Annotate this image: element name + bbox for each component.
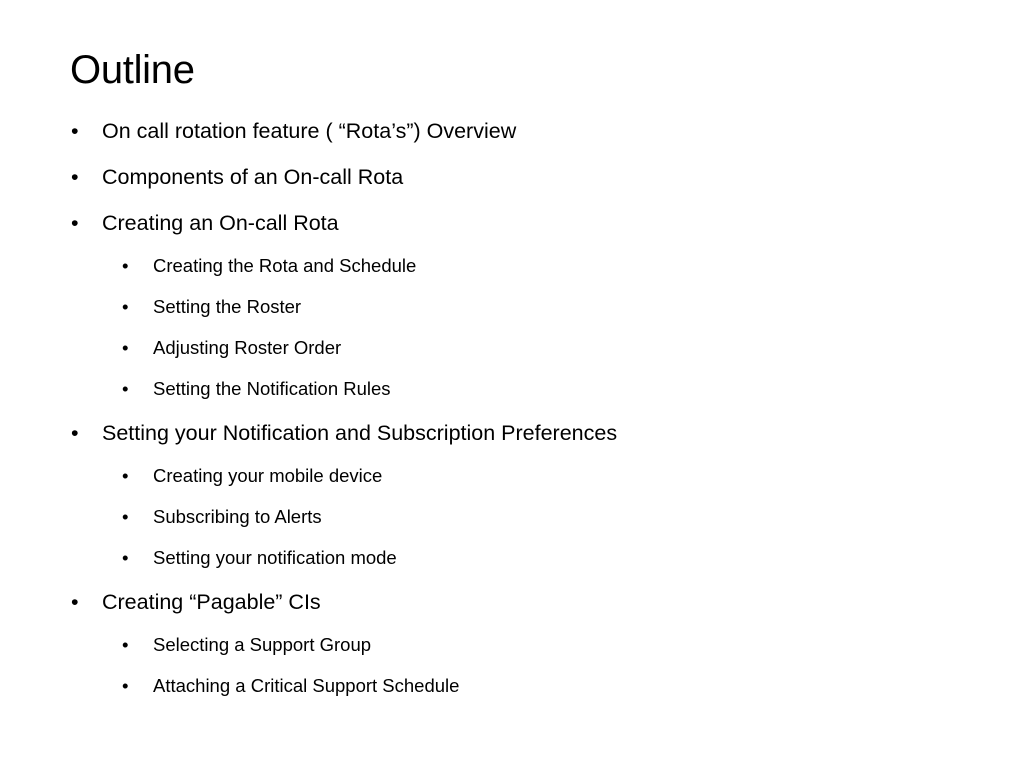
outline-item-rota-overview [71,117,517,145]
outline-item-label: Creating an On-call Rota [102,211,339,235]
bullet-icon: • [71,165,79,189]
outline-subitem-rota-schedule [122,254,417,278]
outline-item-label: Adjusting Roster Order [153,337,342,358]
bullet-icon: • [122,506,129,527]
outline-item-label: Setting the Roster [153,296,302,317]
bullet-icon: • [71,590,79,614]
outline-item-label: On call rotation feature ( “Rota’s”) Overview [102,119,517,143]
bullet-icon: • [122,337,129,358]
outline-item-label: Setting the Notification Rules [153,378,391,399]
bullet-icon: • [71,421,79,445]
slide-title: Outline [70,48,195,92]
outline-item-label: Setting your notification mode [153,547,397,568]
outline-item-label: Setting your Notification and Subscription Preferences [102,421,618,445]
outline-subitem-roster [122,295,302,319]
outline-subitem-critical-schedule [122,674,460,698]
outline-subitem-subscribing-alerts [122,505,322,529]
outline-item-creating-rota [71,209,339,237]
outline-item-label: Attaching a Critical Support Schedule [153,675,460,696]
bullet-icon: • [122,378,129,399]
outline-subitem-roster-order [122,336,342,360]
bullet-icon: • [71,211,79,235]
outline-subitem-mobile-device [122,464,383,488]
outline-item-pagable-cis [71,588,321,616]
outline-item-label: Selecting a Support Group [153,634,372,655]
bullet-icon: • [122,675,129,696]
outline-item-label: Subscribing to Alerts [153,506,322,527]
bullet-icon: • [122,547,129,568]
outline-subitem-notification-mode [122,546,397,570]
bullet-icon: • [122,465,129,486]
outline-subitem-support-group [122,633,372,657]
outline-item-label: Components of an On-call Rota [102,165,404,189]
outline-item-label: Creating your mobile device [153,465,383,486]
bullet-icon: • [122,296,129,317]
outline-item-label: Creating the Rota and Schedule [153,255,417,276]
bullet-icon: • [122,255,129,276]
bullet-icon: • [71,119,79,143]
outline-item-label: Creating “Pagable” CIs [102,590,321,614]
outline-subitem-notification-rules [122,377,391,401]
outline-item-preferences [71,419,618,447]
outline-item-components [71,163,404,191]
bullet-icon: • [122,634,129,655]
